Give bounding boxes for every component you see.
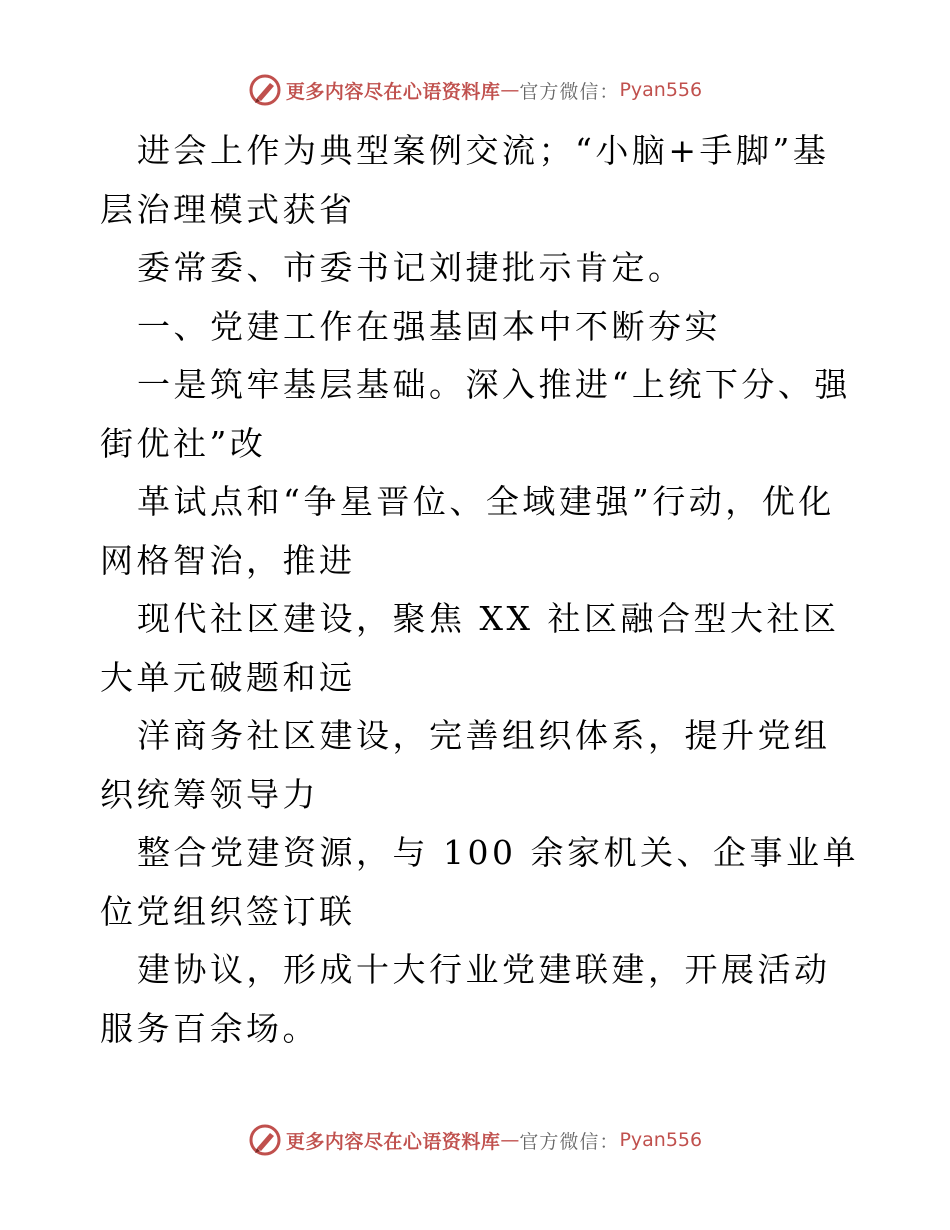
pen-logo-icon (248, 73, 282, 107)
paragraph: 现代社区建设，聚焦 XX 社区融合型大社区大单元破题和远 (100, 599, 840, 697)
footer-dash: — (500, 1129, 520, 1151)
paragraph: 委常委、市委书记刘捷批示肯定。 (137, 248, 685, 287)
footer-wechat-id: Pyan556 (619, 1129, 703, 1151)
paragraph: 整合党建资源，与 100 余家机关、企事业单位党组织签订联 (100, 833, 859, 931)
paragraph: 建协议，形成十大行业党建联建，开展活动服务百余场。 (100, 950, 831, 1048)
document-body (100, 122, 860, 1058)
paragraph: 一是筑牢基层基础。深入推进“上统下分、强街优社”改 (100, 365, 851, 463)
footer-banner (0, 1120, 950, 1160)
header-banner (0, 70, 950, 110)
footer-brand-text: 更多内容尽在心语资料库 (285, 1130, 501, 1153)
paragraph: 革试点和“争星晋位、全域建强”行动，优化网格智治，推进 (100, 482, 835, 580)
header-wechat-id: Pyan556 (619, 79, 703, 101)
pen-logo-icon (248, 1123, 282, 1157)
paragraph: 洋商务社区建设，完善组织体系，提升党组织统筹领导力 (100, 716, 831, 814)
header-official-label: 官方微信： (519, 80, 620, 103)
header-brand-text: 更多内容尽在心语资料库 (285, 80, 501, 103)
footer-official-label: 官方微信： (519, 1130, 620, 1153)
header-dash: — (500, 79, 520, 101)
section-heading: 一、党建工作在强基固本中不断夯实 (137, 306, 721, 346)
paragraph: 进会上作为典型案例交流；“小脑+手脚”基层治理模式获省 (100, 131, 830, 229)
